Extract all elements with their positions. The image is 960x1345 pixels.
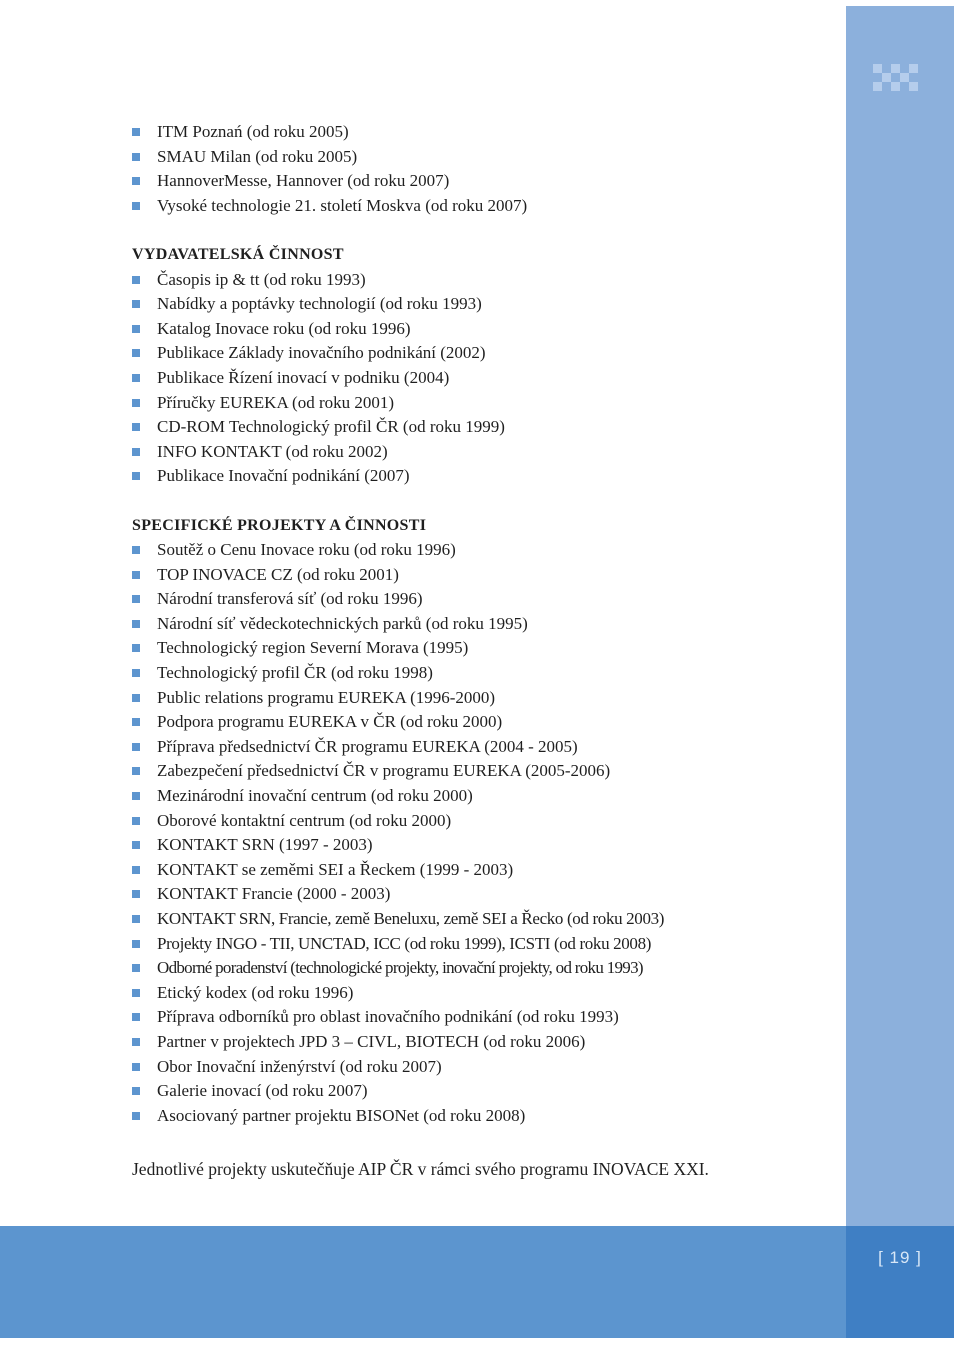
list-item: INFO KONTAKT (od roku 2002): [132, 440, 832, 465]
list-item: KONTAKT se zeměmi SEI a Řeckem (1999 - 2003): [132, 858, 832, 883]
section-heading-publishing: VYDAVATELSKÁ ČINNOST: [132, 245, 344, 263]
list-item: Národní transferová síť (od roku 1996): [132, 587, 832, 612]
list-item: ITM Poznań (od roku 2005): [132, 120, 832, 145]
checker-logo-icon: [873, 64, 923, 98]
list-item: Zabezpečení předsednictví ČR v programu EUREKA (2005-2006): [132, 759, 832, 784]
list-item: Publikace Základy inovačního podnikání (2002): [132, 341, 832, 366]
list-item: Odborné poradenství (technologické projekty, inovační projekty, od roku 1993): [132, 956, 832, 981]
list-item: Příprava odborníků pro oblast inovačního podnikání (od roku 1993): [132, 1005, 832, 1030]
main-content: [132, 120, 832, 1128]
list-item: Časopis ip & tt (od roku 1993): [132, 268, 832, 293]
list-item: Publikace Řízení inovací v podniku (2004): [132, 366, 832, 391]
list-item: SMAU Milan (od roku 2005): [132, 145, 832, 170]
footer-page-box: [846, 1226, 954, 1338]
list-item: TOP INOVACE CZ (od roku 2001): [132, 563, 832, 588]
list-item: KONTAKT SRN, Francie, země Beneluxu, země SEI a Řecko (od roku 2003): [132, 907, 832, 932]
list-item: Asociovaný partner projektu BISONet (od roku 2008): [132, 1104, 832, 1129]
list-item: HannoverMesse, Hannover (od roku 2007): [132, 169, 832, 194]
right-sidebar-band: [846, 6, 954, 1226]
list-item: KONTAKT Francie (2000 - 2003): [132, 882, 832, 907]
list-item: Technologický profil ČR (od roku 1998): [132, 661, 832, 686]
list-item: Podpora programu EUREKA v ČR (od roku 2000): [132, 710, 832, 735]
list-item: Příručky EUREKA (od roku 2001): [132, 391, 832, 416]
section-heading-projects: SPECIFICKÉ PROJEKTY A ČINNOSTI: [132, 516, 427, 534]
list-item: KONTAKT SRN (1997 - 2003): [132, 833, 832, 858]
intro-list: [132, 120, 832, 218]
list-item: Etický kodex (od roku 1996): [132, 981, 832, 1006]
list-item: Mezinárodní inovační centrum (od roku 2000): [132, 784, 832, 809]
list-item: Vysoké technologie 21. století Moskva (od roku 2007): [132, 194, 832, 219]
closing-paragraph: Jednotlivé projekty uskutečňuje AIP ČR v rámci svého programu INOVACE XXI.: [132, 1158, 709, 1179]
list-item: Obor Inovační inženýrství (od roku 2007): [132, 1055, 832, 1080]
list-item: CD-ROM Technologický profil ČR (od roku 1999): [132, 415, 832, 440]
page-number: [ 19 ]: [878, 1248, 922, 1267]
list-item: Soutěž o Cenu Inovace roku (od roku 1996): [132, 538, 832, 563]
list-item: Galerie inovací (od roku 2007): [132, 1079, 832, 1104]
projects-list: [132, 538, 832, 1128]
list-item: Publikace Inovační podnikání (2007): [132, 464, 832, 489]
list-item: Public relations programu EUREKA (1996-2000): [132, 686, 832, 711]
list-item: Partner v projektech JPD 3 – CIVL, BIOTECH (od roku 2006): [132, 1030, 832, 1055]
list-item: Technologický region Severní Morava (1995): [132, 636, 832, 661]
list-item: Příprava předsednictví ČR programu EUREKA (2004 - 2005): [132, 735, 832, 760]
publishing-list: [132, 268, 832, 489]
list-item: Národní síť vědeckotechnických parků (od roku 1995): [132, 612, 832, 637]
footer-band: [0, 1226, 954, 1338]
list-item: Projekty INGO - TII, UNCTAD, ICC (od roku 1999), ICSTI (od roku 2008): [132, 932, 832, 957]
list-item: Nabídky a poptávky technologií (od roku 1993): [132, 292, 832, 317]
list-item: Katalog Inovace roku (od roku 1996): [132, 317, 832, 342]
list-item: Oborové kontaktní centrum (od roku 2000): [132, 809, 832, 834]
